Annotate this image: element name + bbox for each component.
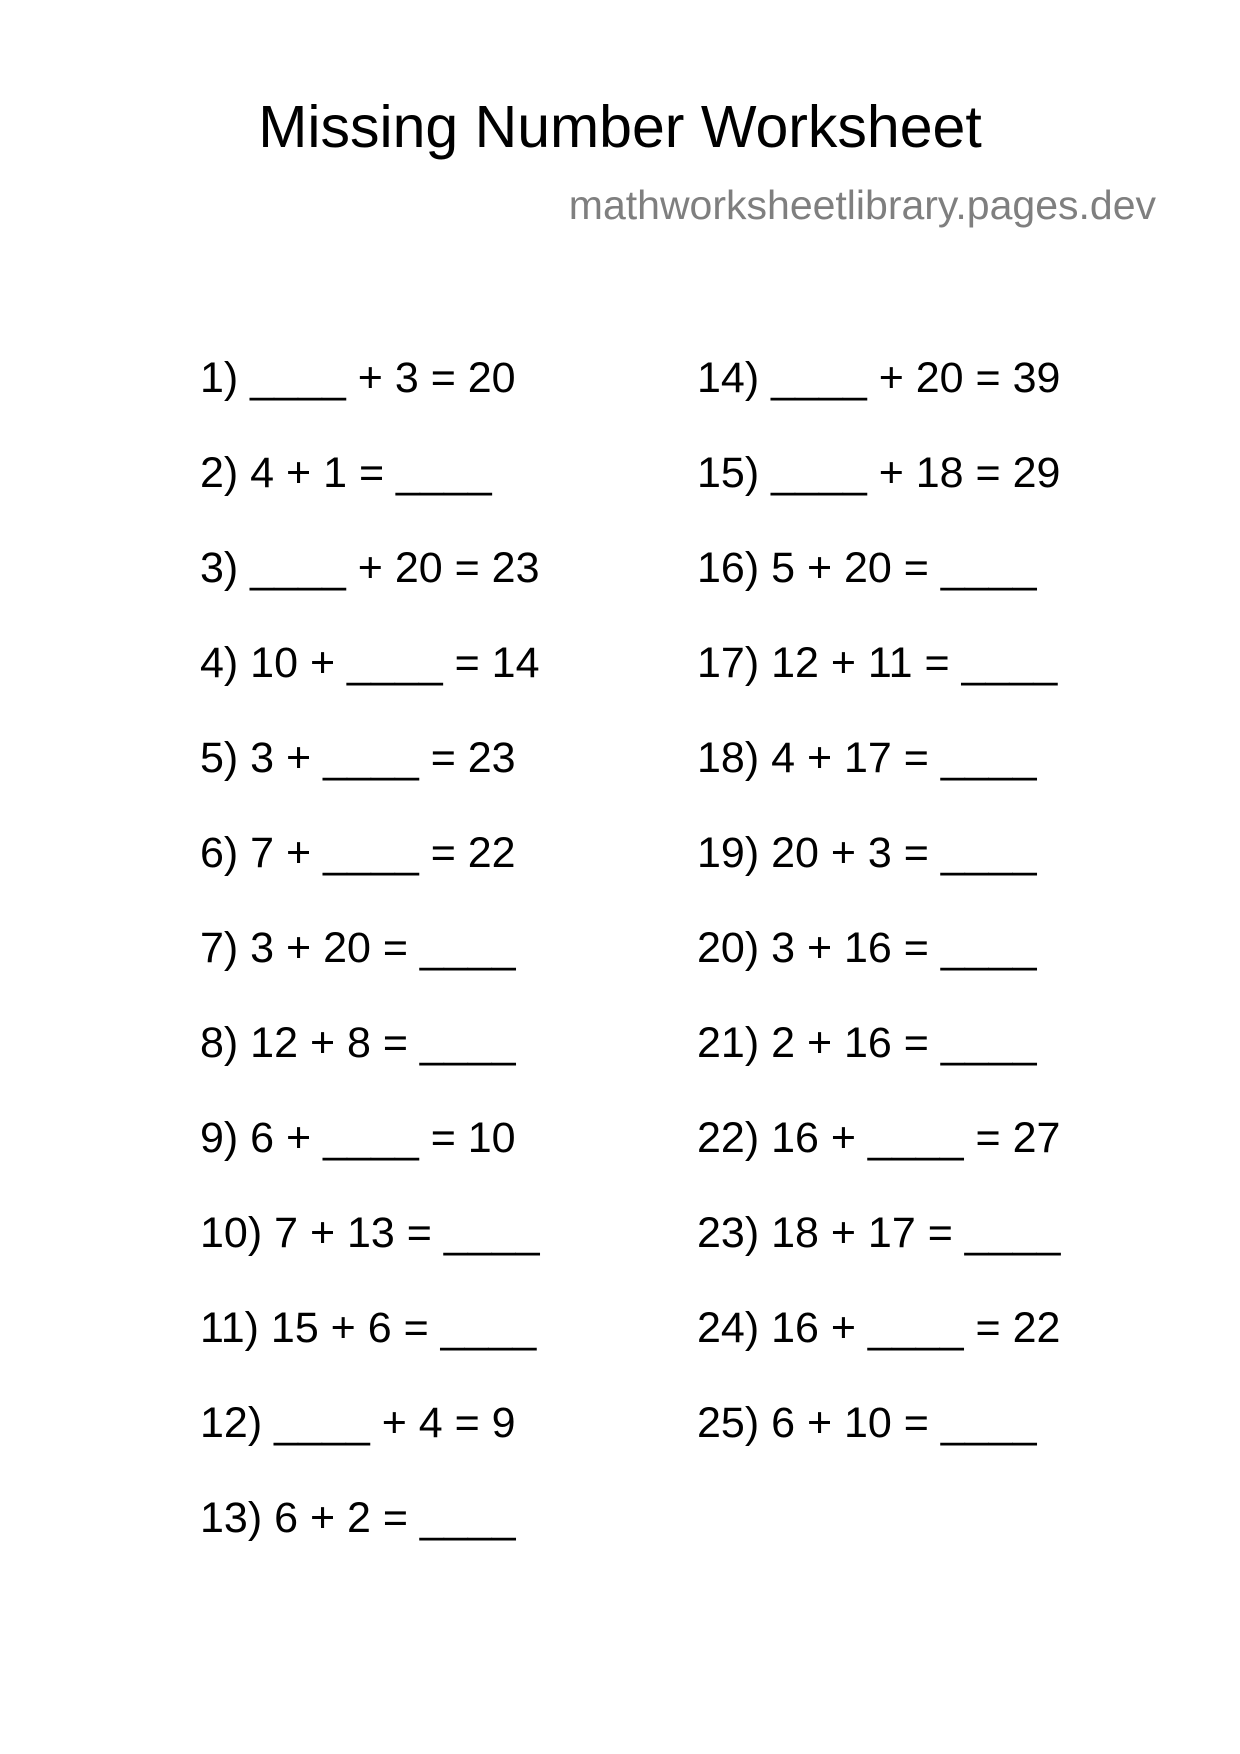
problem-item: 13) 6 + 2 = ____ (200, 1494, 516, 1542)
problem-item: 25) 6 + 10 = ____ (697, 1399, 1037, 1447)
problem-item: 12) ____ + 4 = 9 (200, 1399, 516, 1447)
problem-item: 22) 16 + ____ = 27 (697, 1114, 1061, 1162)
problem-item: 4) 10 + ____ = 14 (200, 639, 540, 687)
source-site: mathworksheetlibrary.pages.dev (568, 182, 1156, 228)
problem-item: 23) 18 + 17 = ____ (697, 1209, 1061, 1257)
problem-item: 1) ____ + 3 = 20 (200, 354, 516, 402)
worksheet-title: Missing Number Worksheet (258, 94, 982, 160)
problem-item: 17) 12 + 11 = ____ (697, 639, 1058, 687)
problem-item: 16) 5 + 20 = ____ (697, 544, 1037, 592)
problem-item: 15) ____ + 18 = 29 (697, 449, 1061, 497)
problem-item: 20) 3 + 16 = ____ (697, 924, 1037, 972)
problem-item: 10) 7 + 13 = ____ (200, 1209, 540, 1257)
problem-column-left (200, 354, 540, 1589)
problem-item: 14) ____ + 20 = 39 (697, 354, 1061, 402)
problem-item: 6) 7 + ____ = 22 (200, 829, 516, 877)
problem-item: 11) 15 + 6 = ____ (200, 1304, 537, 1352)
problem-item: 19) 20 + 3 = ____ (697, 829, 1037, 877)
problem-column-right (697, 354, 1060, 1494)
problem-item: 24) 16 + ____ = 22 (697, 1304, 1061, 1352)
problem-item: 5) 3 + ____ = 23 (200, 734, 516, 782)
problem-item: 18) 4 + 17 = ____ (697, 734, 1037, 782)
problem-item: 7) 3 + 20 = ____ (200, 924, 516, 972)
problem-item: 3) ____ + 20 = 23 (200, 544, 540, 592)
problem-item: 21) 2 + 16 = ____ (697, 1019, 1037, 1067)
problem-item: 8) 12 + 8 = ____ (200, 1019, 516, 1067)
problem-item: 9) 6 + ____ = 10 (200, 1114, 516, 1162)
problem-item: 2) 4 + 1 = ____ (200, 449, 492, 497)
